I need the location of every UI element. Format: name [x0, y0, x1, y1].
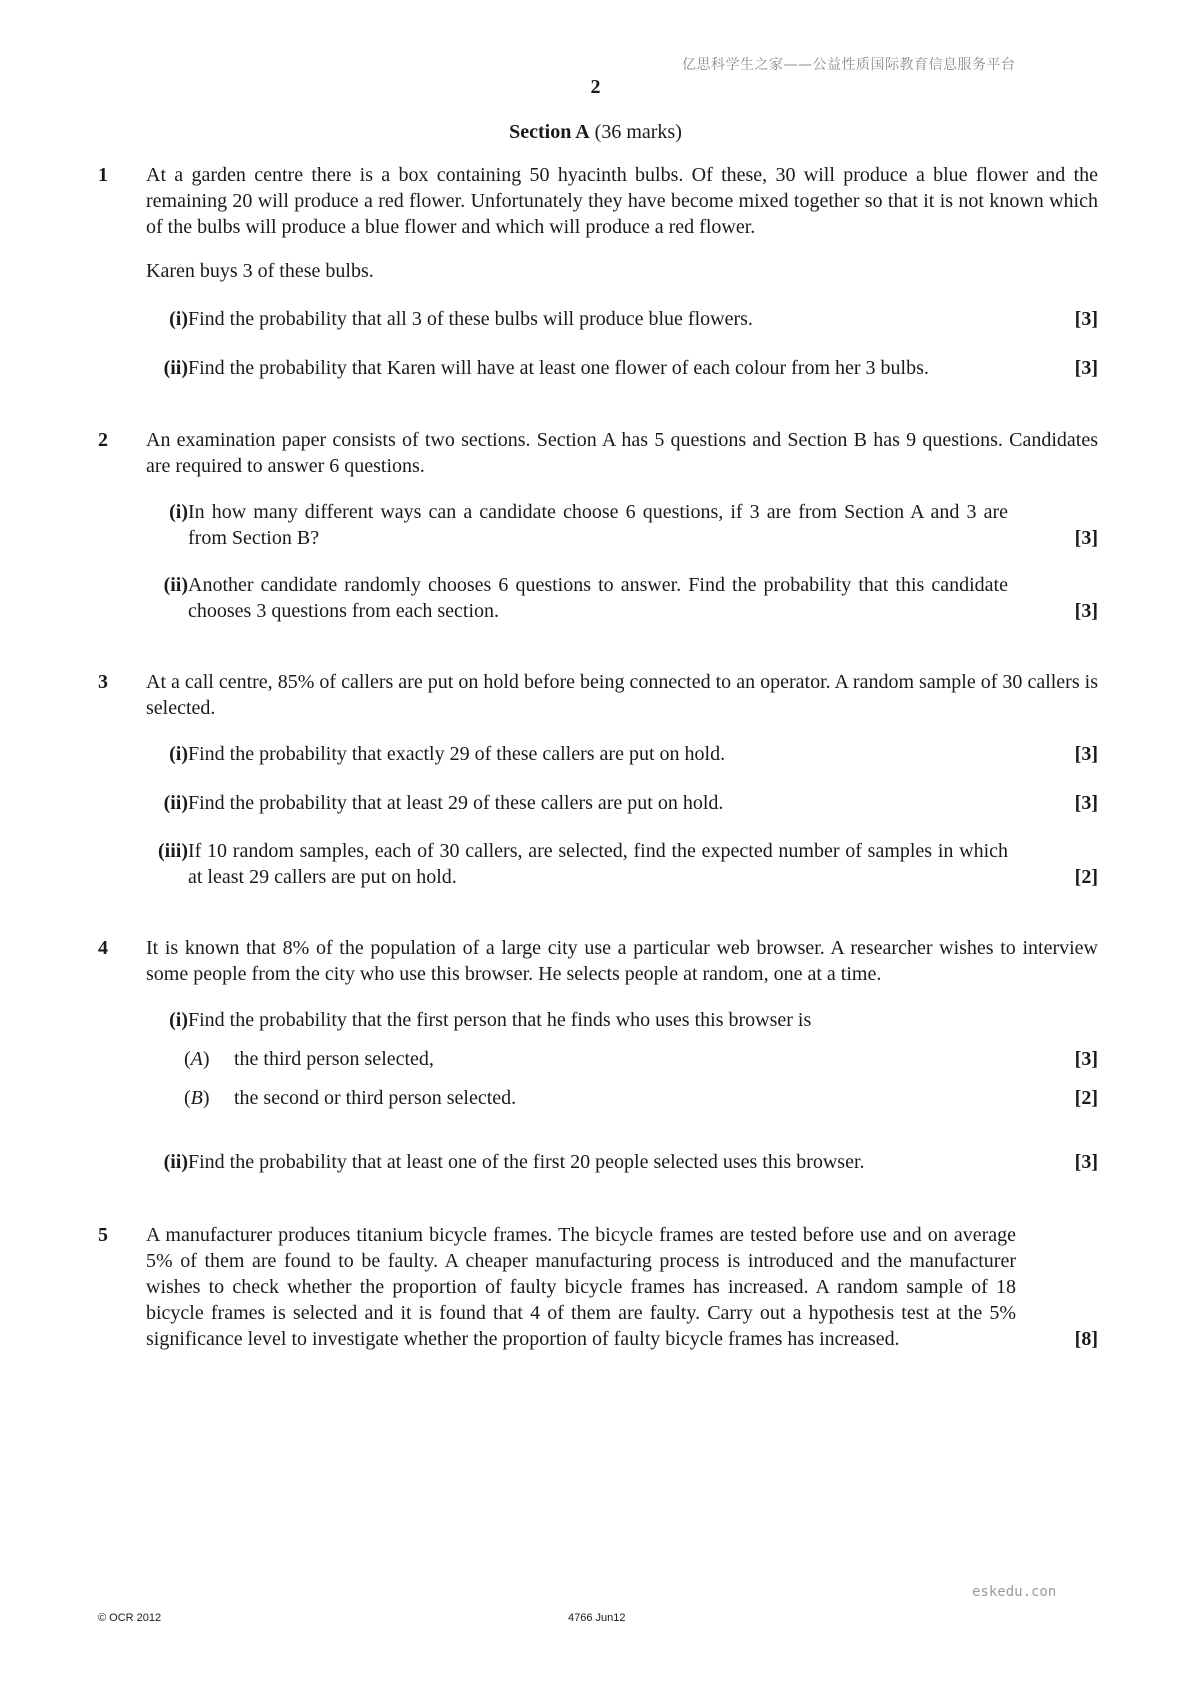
part-marks: [3]	[1074, 357, 1098, 379]
part-marks: [3]	[1074, 600, 1098, 622]
part-text: Find the probability that at least one of the first 20 people selected uses this browser.	[188, 1151, 865, 1173]
part-label: (ii)	[163, 357, 188, 379]
subpart-text: the third person selected,	[234, 1048, 434, 1070]
question-body: At a garden centre there is a box containing 50 hyacinth bulbs. Of these, 30 will produce a blue flower and the remaining 20 will produce a red flower. Unfortunately they have become mixed together so that it is not known which of the bulbs will produce a blue flower and which will produce a red flower.	[146, 164, 1098, 238]
part-text: Find the probability that at least 29 of these callers are put on hold.	[188, 792, 724, 814]
question-5	[98, 1222, 1098, 1357]
question-body: It is known that 8% of the population of a large city use a particular web browser. A researcher wishes to interview some people from the city who use this browser. He selects people at random, one at a time.	[146, 937, 1098, 985]
part-label: (i)	[169, 501, 188, 523]
part-label: (ii)	[163, 1151, 188, 1173]
question-3-part-iii	[146, 838, 1098, 890]
question-body: An examination paper consists of two sections. Section A has 5 questions and Section B has 9 questions. Candidates are required to answer 6 questions.	[146, 429, 1098, 477]
question-number: 5	[98, 1224, 108, 1246]
part-text: Find the probability that Karen will have at least one flower of each colour from her 3 bulbs.	[188, 357, 929, 379]
part-text: Another candidate randomly chooses 6 questions to answer. Find the probability that this candidate chooses 3 questions from each section.	[188, 574, 1008, 622]
part-marks: [3]	[1074, 527, 1098, 549]
part-marks: [3]	[1074, 743, 1098, 765]
question-marks: [8]	[1074, 1328, 1098, 1350]
subpart-letter: A	[190, 1048, 203, 1070]
question-number: 1	[98, 164, 108, 186]
section-title	[0, 121, 1191, 144]
page-number: 2	[590, 76, 601, 98]
part-label: (i)	[169, 308, 188, 330]
part-label: (i)	[169, 1009, 188, 1031]
part-label: (i)	[169, 743, 188, 765]
section-marks: (36 marks)	[594, 121, 682, 143]
section-name: Section A	[509, 121, 590, 143]
subpart-label: (A)	[184, 1048, 210, 1070]
question-2-part-i	[146, 499, 1098, 551]
question-body-2: Karen buys 3 of these bulbs.	[146, 260, 374, 282]
part-text: Find the probability that the first person that he finds who uses this browser is	[188, 1009, 812, 1031]
part-marks: [3]	[1074, 1151, 1098, 1173]
subpart-text: the second or third person selected.	[234, 1087, 517, 1109]
subpart-marks: [3]	[1074, 1048, 1098, 1070]
part-label: (iii)	[158, 840, 188, 862]
question-number: 3	[98, 671, 108, 693]
subpart-label: (B)	[184, 1087, 210, 1109]
watermark-text: 亿思科学生之家——公益性质国际教育信息服务平台	[682, 57, 1016, 73]
part-text: In how many different ways can a candidate choose 6 questions, if 3 are from Section A and 3 are from Section B?	[188, 501, 1008, 549]
question-body: At a call centre, 85% of callers are put on hold before being connected to an operator. A random sample of 30 callers is selected.	[146, 671, 1098, 719]
site-watermark: eskedu.con	[972, 1584, 1057, 1600]
part-text: If 10 random samples, each of 30 callers, are selected, find the expected number of samples in which at least 29 callers are put on hold.	[188, 840, 1008, 888]
part-marks: [2]	[1074, 866, 1098, 888]
part-marks: [3]	[1074, 308, 1098, 330]
question-number: 2	[98, 429, 108, 451]
part-label: (ii)	[163, 792, 188, 814]
part-text: Find the probability that all 3 of these bulbs will produce blue flowers.	[188, 308, 753, 330]
copyright-text: © OCR 2012	[98, 1612, 162, 1624]
subpart-letter: B	[190, 1087, 203, 1109]
paper-code: 4766 Jun12	[568, 1612, 626, 1624]
part-marks: [3]	[1074, 792, 1098, 814]
question-body: A manufacturer produces titanium bicycle frames. The bicycle frames are tested before use and on average 5% of them are found to be faulty. A cheaper manufacturing process is introduced and the manufacturer wishes to check whether the proportion of faulty bicycle frames has increased. A random sample of 18 bicycle frames is selected and it is found that 4 of them are faulty. Carry out a hypothesis test at the 5% significance level to investigate whether the proportion of faulty bicycle frames has increased.	[146, 1224, 1016, 1350]
question-number: 4	[98, 937, 108, 959]
question-2-part-ii	[146, 572, 1098, 624]
part-label: (ii)	[163, 574, 188, 596]
subpart-marks: [2]	[1074, 1087, 1098, 1109]
part-text: Find the probability that exactly 29 of these callers are put on hold.	[188, 743, 726, 765]
